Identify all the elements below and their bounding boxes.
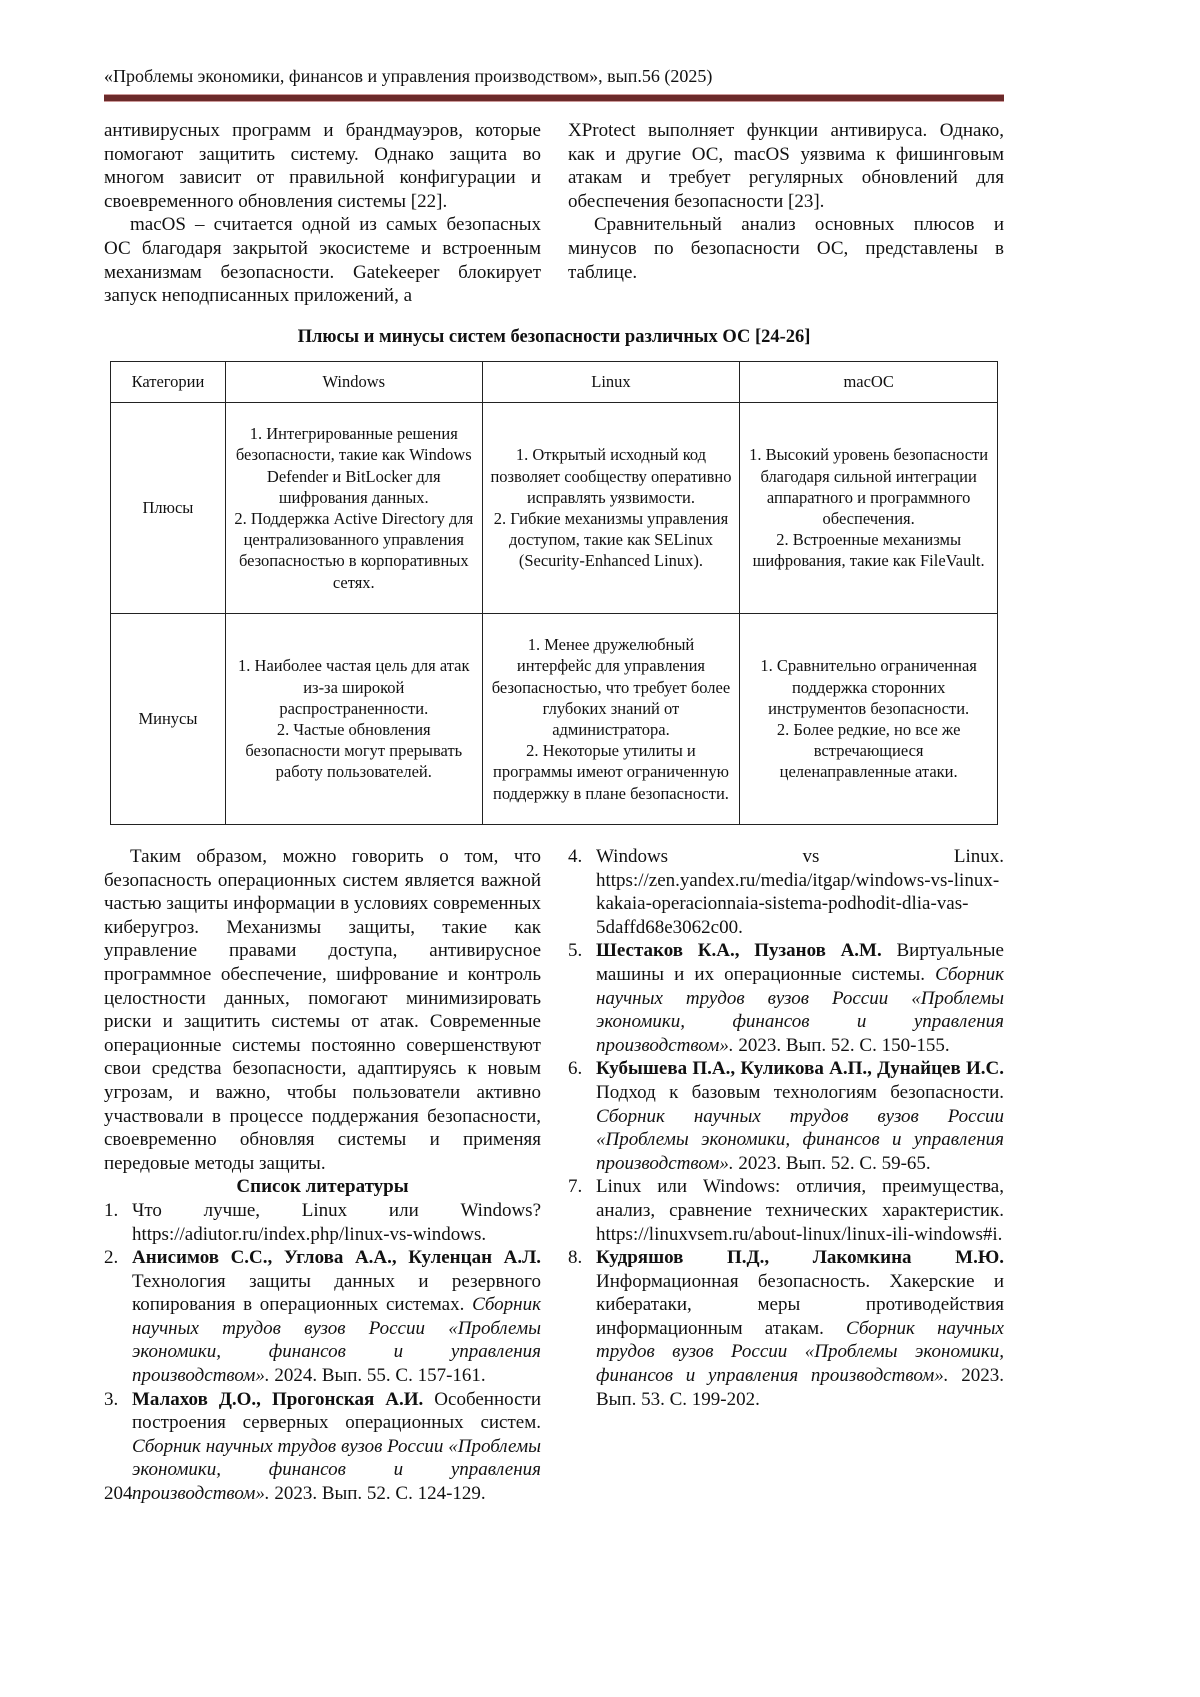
reference-text: Что лучше, Linux или Windows? https://adiutor.ru/index.php/linux-vs-windows. [132, 1199, 541, 1245]
reference-item [568, 1246, 1004, 1411]
table-cell: 1. Менее дружелюбный интерфейс для управления безопасностью, что требует более глубоких знаний от администратора. 2. Некоторые утилиты и программы имеют ограниченную поддержку в плане безопасности. [482, 614, 740, 825]
conclusion-paragraph: Таким образом, можно говорить о том, что безопасность операционных систем является важной частью защиты информации в условиях современных киберугроз. Механизмы защиты, такие как управление правами доступа, антивирусное программное обеспечение, шифрование и контроль целостности данных, помогают минимизировать риски и защитить системы от атак. Современные операционные системы постоянно совершенствуют свои средства безопасности, адаптируясь к новым угрозам, и важно, чтобы пользователи активно участвовали в процессе поддержания безопасности, своевременно обновляя системы и применяя передовые методы защиты. [104, 846, 541, 1174]
header-cell: macOC [740, 362, 998, 403]
reference-authors: Малахов Д.О., Прогонская А.И. [132, 1388, 424, 1410]
table-row [111, 403, 998, 614]
paragraph: XProtect выполняет функции антивируса. Однако, как и другие ОС, macOS уязвима к фишинговым атакам и требует регулярных обновлений для обеспечения безопасности [23]. [568, 120, 1004, 212]
reference-n: 5. [568, 940, 583, 962]
reference-authors: Кубышева П.А., Куликова А.П., Дунайцев И.С. [596, 1058, 1004, 1080]
reference-item [568, 939, 1004, 1057]
header-cell: Категории [111, 362, 226, 403]
category-cell: Минусы [111, 614, 226, 825]
bottom-left-column [104, 845, 541, 1506]
reference-authors: Анисимов С.С., Углова А.А., Куленцан А.Л. [132, 1247, 541, 1269]
reference-n: 3. [104, 1388, 119, 1410]
reference-source: Сборник научных трудов вузов России «Проблемы экономики, финансов и управления производством». [596, 1105, 1004, 1174]
reference-text: Особенности построения серверных операционных систем. [132, 1388, 542, 1434]
reference-item [568, 1057, 1004, 1175]
header-cell: Linux [482, 362, 740, 403]
table-cell: 1. Открытый исходный код позволяет сообществу оперативно исправлять уязвимости. 2. Гибкие механизмы управления доступом, такие как SELinux (Security-Enhanced Linux). [482, 403, 740, 614]
reference-n: 4. [568, 846, 583, 867]
reference-tail: 2023. Вып. 52. С. 124-129. [269, 1483, 486, 1505]
bottom-right-column [568, 845, 1004, 1411]
reference-list [104, 1199, 541, 1506]
references-heading: Список литературы [236, 1176, 409, 1198]
reference-tail: 2023. Вып. 52. С. 59-65. [733, 1152, 931, 1174]
header-cell: Windows [225, 362, 482, 403]
table-header-row [111, 362, 998, 403]
table-row [111, 614, 998, 825]
reference-tail: 2023. Вып. 53. С. 199-202. [596, 1365, 1004, 1410]
table-cell: 1. Высокий уровень безопасности благодаря сильной интеграции аппаратного и программного обеспечения. 2. Встроенные механизмы шифрования, такие как FileVault. [740, 403, 998, 614]
reference-source: Сборник научных трудов вузов России «Проблемы экономики, финансов и управления производством». [132, 1435, 541, 1505]
reference-text: Windows vs Linux. https://zen.yandex.ru/media/itgap/windows-vs-linux-kakaia-operacionnaia-sistema-podhodit-dlia-vas-5daffd68e3062c00. [596, 846, 1004, 938]
paragraph: антивирусных программ и брандмауэров, которые помогают защитить систему. Однако защита во многом зависит от правильной конфигурации и своевременного обновления системы [22]. [104, 120, 541, 212]
reference-n: 7. [568, 1176, 583, 1198]
category-cell: Плюсы [111, 403, 226, 614]
reference-item [104, 1388, 541, 1506]
header-rule [104, 94, 1004, 102]
reference-tail: 2024. Вып. 55. С. 157-161. [269, 1365, 486, 1387]
page-number: 204 [104, 1483, 133, 1504]
reference-tail: 2023. Вып. 52. С. 150-155. [733, 1034, 950, 1056]
reference-authors: Шестаков К.А., Пузанов А.М. [596, 940, 882, 962]
table-cell: 1. Интегрированные решения безопасности, такие как Windows Defender и BitLocker для шифрования данных. 2. Поддержка Active Directory для централизованного управления безопасностью в корпоративных сетях. [225, 403, 482, 614]
top-left-column [104, 119, 541, 308]
reference-text: Виртуальные машины и их операционные системы. [596, 940, 1004, 985]
reference-text: Linux или Windows: отличия, преимущества, анализ, сравнение технических характеристик. https://linuxvsem.ru/about-linux/linux-ili-windows#i. [596, 1176, 1004, 1245]
table-cell: 1. Сравнительно ограниченная поддержка сторонних инструментов безопасности. 2. Более редкие, но все же встречающиеся целенаправленные атаки. [740, 614, 998, 825]
reference-source: Сборник научных трудов вузов России «Проблемы экономики, финансов и управления производством». [132, 1294, 541, 1387]
reference-item [568, 845, 1004, 939]
reference-n: 8. [568, 1247, 583, 1269]
reference-list-continued [568, 845, 1004, 1411]
reference-text: Технология защиты данных и резервного копирования в операционных системах. [132, 1270, 541, 1316]
table-title: Плюсы и минусы систем безопасности различных ОС [24-26] [297, 327, 811, 347]
reference-item [104, 1199, 541, 1246]
reference-item [568, 1175, 1004, 1246]
reference-item [104, 1246, 541, 1388]
table-cell: 1. Наиболее частая цель для атак из-за широкой распространенности. 2. Частые обновления безопасности могут прерывать работу пользователей. [225, 614, 482, 825]
reference-source: Сборник научных трудов вузов России «Проблемы экономики, финансов и управления производством». [596, 963, 1004, 1056]
comparison-table [110, 361, 998, 825]
reference-n: 6. [568, 1058, 583, 1080]
reference-n: 2. [104, 1247, 119, 1269]
reference-text: Подход к базовым технологиям безопасности. [596, 1081, 1004, 1103]
paragraph: macOS – считается одной из самых безопасных ОС благодаря закрытой экосистеме и встроенным механизмам безопасности. Gatekeeper блокирует запуск неподписанных приложений, а [104, 214, 541, 307]
running-header: «Проблемы экономики, финансов и управления производством», вып.56 (2025) [104, 66, 713, 86]
reference-n: 1. [104, 1199, 119, 1221]
reference-source: Сборник научных трудов вузов России «Проблемы экономики, финансов и управления производством». [596, 1317, 1004, 1387]
reference-text: Информационная безопасность. Хакерские и кибератаки, меры противодействия информационным атакам. [596, 1270, 1004, 1339]
reference-authors: Кудряшов П.Д., Лакомкина М.Ю. [596, 1247, 1004, 1269]
paragraph: Сравнительный анализ основных плюсов и минусов по безопасности ОС, представлены в таблице. [568, 214, 1004, 283]
top-right-column [568, 119, 1004, 284]
